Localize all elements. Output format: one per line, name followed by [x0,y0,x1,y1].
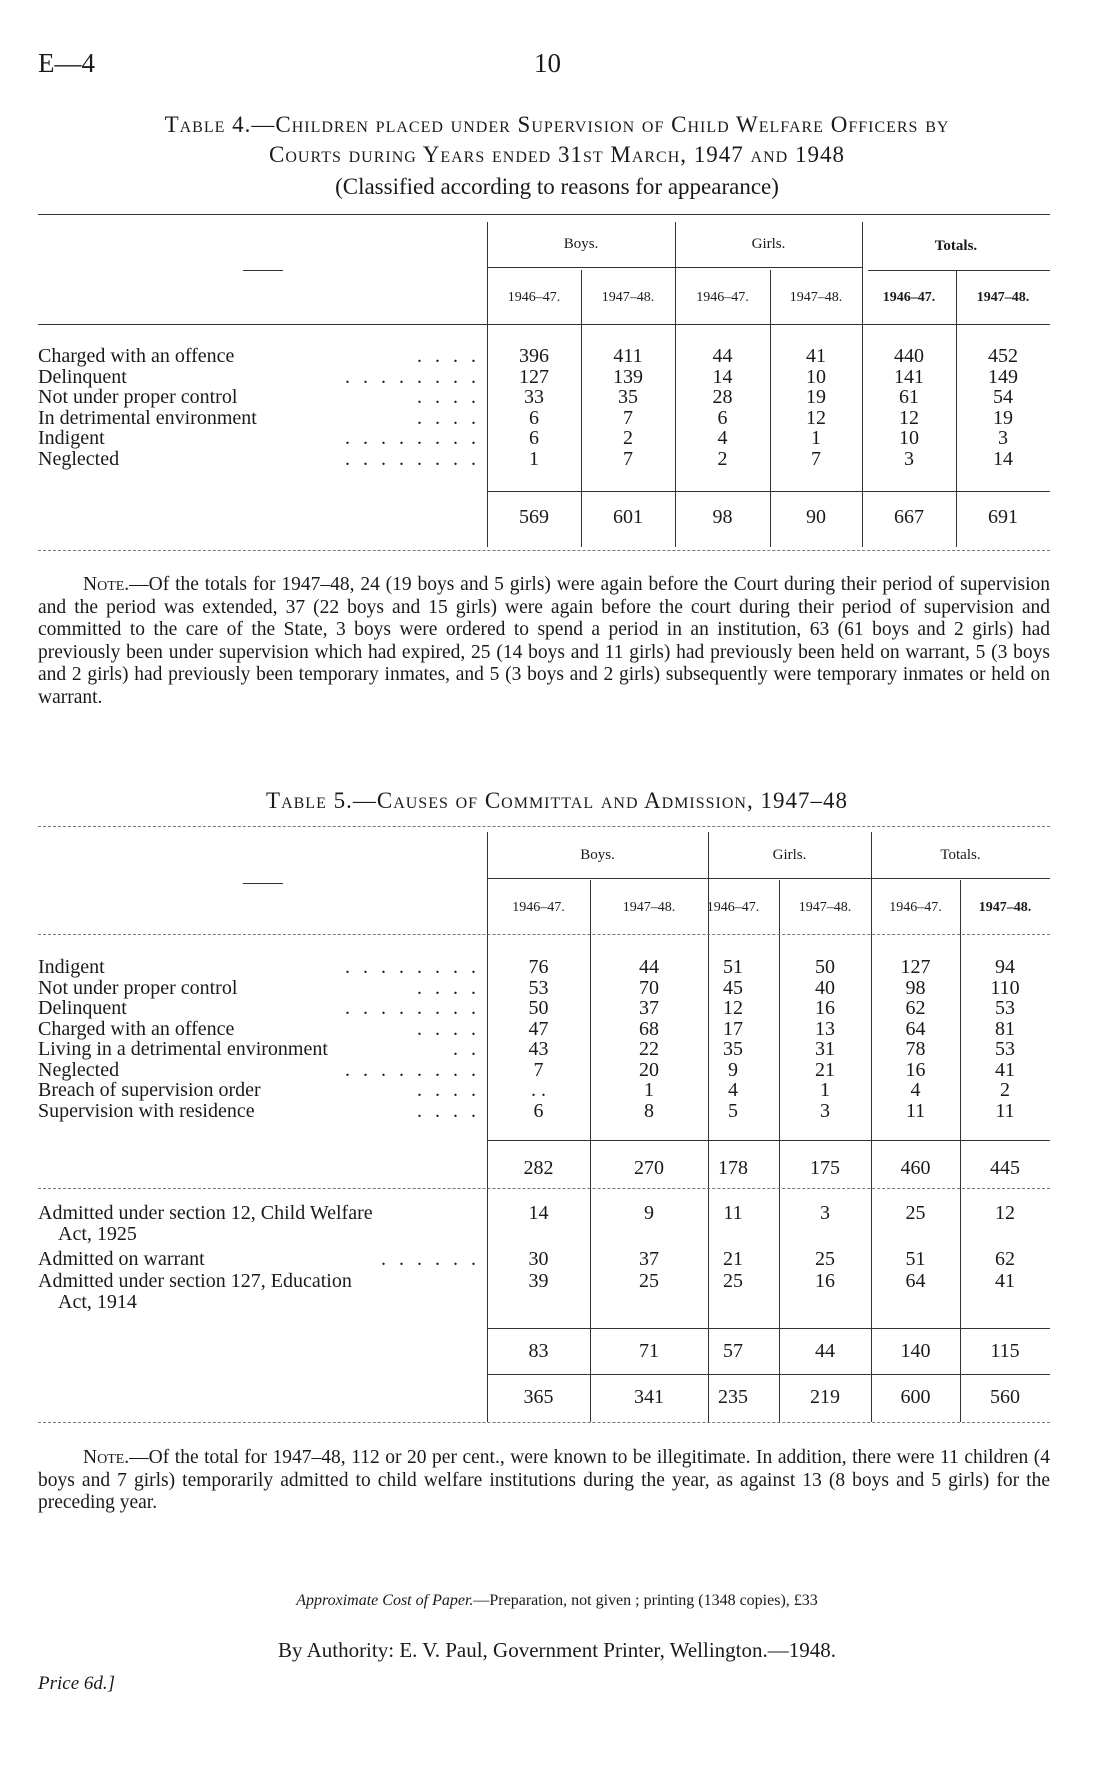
table5-subtotal2-cell: 115 [990,1340,1020,1362]
table4-row-leader: . . . . . . . . [345,427,480,449]
table5-row-cell: 78 [905,1038,926,1060]
table4-row-cell: 7 [623,447,633,470]
table5-admitted-cell: 37 [639,1248,659,1270]
table4-total-cell: 667 [894,506,924,528]
table5-row-leader: . . . . [417,1099,480,1122]
table4-row-label: Indigent [38,427,105,449]
price: Price 6d.] [38,1673,116,1694]
table5-grand-total-cell: 341 [634,1386,664,1408]
table4-row-cell: 33 [524,386,544,408]
printer-authority: By Authority: E. V. Paul, Government Printer, Wellington.—1948. [277,1638,837,1662]
table4-title-line3: (Classified according to reasons for appearance) [335,174,779,199]
table4-row-label: Charged with an offence [38,345,235,367]
table5-row-cell: 7 [533,1058,544,1081]
table5-row-cell: 35 [723,1038,743,1060]
table5-admitted-cell: 64 [905,1270,926,1292]
table5-admitted-cell: 30 [528,1248,549,1270]
table5-admitted-cell: 16 [815,1270,835,1292]
table5-row-cell: . . [531,1079,546,1101]
table4-group-girls: Girls. [751,236,786,252]
table5-note-lead: Note. [83,1447,130,1468]
table4-year-totals-1946: 1946–47. [882,290,936,305]
table4-row-cell: 396 [519,345,549,367]
table4-total-cell: 569 [519,506,549,528]
table4-row-leader: . . . . [417,345,480,367]
table4-year-boys-1947: 1947–48. [601,290,655,305]
cost-label: Approximate Cost of Paper. [296,1592,474,1609]
table5-subtotal2-cell: 140 [900,1340,931,1362]
table4-total-cell: 98 [712,506,733,528]
table4-group-boys: Boys. [563,236,599,252]
table5-row-leader: . . . . [417,1079,480,1101]
table4-row-label: Delinquent [38,365,127,388]
table5-row-cell: 31 [815,1038,835,1060]
table5-bottom-rule [38,1422,1050,1423]
table4-row-cell: 139 [613,365,643,388]
table5-row-cell: 21 [815,1058,835,1081]
table5-top-rule [38,826,1050,827]
table5-year-girls-1946: 1946–47. [706,900,760,915]
table5-year-totals-1946: 1946–47. [889,900,942,915]
table5-row-cell: 45 [723,976,743,999]
table5-admitted-label: Admitted under section 127, Education [38,1270,352,1292]
table5-row-label: Breach of supervision order [38,1079,261,1101]
table5-admitted-cell: 25 [723,1270,743,1292]
table5-admitted-label: Admitted on warrant [38,1248,205,1270]
table5-subtotal2-cell: 44 [815,1340,835,1362]
table5-row-cell: 98 [905,976,926,999]
table5-group-boys: Boys. [580,847,615,863]
table5-admitted-cell: 25 [639,1270,659,1292]
table5-row-label: Indigent [38,956,105,978]
table5-row-cell: 8 [644,1099,654,1122]
table4-row-cell: 12 [806,406,826,429]
table5-row-cell: 22 [639,1038,659,1060]
table5-admitted-cell: 39 [528,1270,549,1292]
table5-admitted-cell: 3 [820,1202,830,1224]
table5-row-cell: 70 [639,976,659,999]
table5-year-boys-1947: 1947–48. [622,900,676,915]
table4-row-cell: 411 [613,345,643,367]
table5-admitted-label-cont: Act, 1914 [58,1291,137,1313]
table5-vline [708,832,709,1422]
table4-row-cell: 54 [993,386,1013,408]
table5-row-leader: . . . . . . . . [345,956,480,978]
page-section-code: E—4 [38,48,95,78]
table5-note [38,1447,1050,1515]
table5-row-cell: 94 [995,956,1015,978]
table4-row-cell: 4 [717,427,728,449]
table4-row-cell: 10 [806,365,826,388]
table4-header-rule [38,324,1050,325]
table4-row-label: In detrimental environment [38,406,257,429]
table4-row-cell: 2 [717,447,728,470]
table5-row-cell: 53 [995,1038,1015,1060]
table4-row-cell: 14 [712,365,733,388]
table4-group-rule [868,270,1050,271]
table4-note-lead: Note. [83,574,130,595]
cost-text: —Preparation, not given ; printing (1348 copies), £33 [473,1592,818,1609]
table5-row-leader: . . [453,1038,480,1060]
table4-row-cell: 2 [623,427,633,449]
table5-row-cell: 64 [905,1017,926,1040]
table4-row-cell: 61 [899,386,919,408]
table5-row-cell: 50 [528,997,549,1019]
table5-year-girls-1947: 1947–48. [798,900,852,915]
table5-subtotal2-cell: 83 [528,1340,549,1362]
table5-subtotal1-rule [487,1140,1050,1141]
table5-row-cell: 16 [815,997,835,1019]
table4-row-cell: 35 [618,386,638,408]
table5-row-cell: 81 [995,1017,1015,1040]
table5-admitted-cell: 41 [995,1270,1015,1292]
table4-row-cell: 6 [529,427,539,449]
table5-row-cell: 110 [990,976,1020,999]
table4-note-text: —Of the totals for 1947–48, 24 (19 boys and 5 girls) were again before the Court during their period of supervision and the period was extended, 37 (22 boys and 15 girls) were again before the court during their period of supervision and committed to the care of the State, 3 boys were ordered to spend a period in an institution, 63 (61 boys and 2 girls) had previously been under supervision which had expired, 25 (14 boys and 11 girls) had previously been held on warrant, 5 (3 boys and 2 girls) had previously been temporary inmates, and 5 (3 boys and 2 girls) subsequently were temporary inmates or held on warrant. [38,574,1050,708]
table5-admitted-cell: 12 [995,1202,1015,1224]
table5-grand-total-cell: 560 [990,1386,1020,1408]
table4-row-cell: 19 [806,386,826,408]
table5-row-cell: 1 [820,1079,830,1101]
table5-row-cell: 41 [995,1058,1015,1081]
table5-grand-total-cell: 365 [523,1386,554,1408]
table5-vline [487,832,488,1422]
table5-grand-total-cell: 600 [900,1386,931,1408]
table5-admitted-cell: 14 [528,1202,549,1224]
table4-stub-dash [243,270,283,271]
table4-row-cell: 28 [712,386,733,408]
table5-grand-rule [487,1374,1050,1375]
table5-subtotal2-cell: 71 [639,1340,659,1362]
table5-admitted-cell: 25 [815,1248,835,1270]
table5-row-cell: 13 [815,1017,835,1040]
table5-row-cell: 62 [905,997,926,1019]
table5-grand-total-cell: 235 [718,1386,748,1408]
table4-row-cell: 19 [993,406,1013,429]
table5-group-totals: Totals. [940,847,981,863]
table4-group-totals: Totals. [934,238,978,254]
table4-group-rule [675,267,862,268]
table5-row-cell: 5 [728,1099,738,1122]
table5-subtotal2-rule [487,1328,1050,1329]
table4-row-cell: 14 [993,447,1013,470]
table4-row-cell: 440 [894,345,924,367]
table5-row-cell: 2 [1000,1079,1010,1101]
table5-row-leader: . . . . . . . . [345,997,480,1019]
table5-row-cell: 50 [815,956,835,978]
table5-row-label: Living in a detrimental environment [38,1038,328,1060]
table4-total-cell: 601 [613,506,643,528]
table5-row-label: Neglected [38,1058,120,1081]
page-number: 10 [534,48,561,78]
table5-subtotal2-cell: 57 [723,1340,743,1362]
table5-row-leader: . . . . . . . . [345,1058,480,1081]
table4-row-cell: 6 [717,406,728,429]
table4-row-cell: 3 [904,447,914,470]
table4-note [38,574,1050,709]
table5-section-rule [38,1188,1050,1189]
table5-row-cell: 1 [644,1079,654,1101]
table4-row-cell: 1 [529,447,539,470]
table4-row-cell: 12 [899,406,919,429]
table4-row-cell: 141 [894,365,924,388]
table5-row-cell: 3 [820,1099,830,1122]
table5-admitted-cell: 9 [644,1202,654,1224]
table5-row-cell: 17 [723,1017,743,1040]
table5-grand-total-cell: 219 [810,1386,840,1408]
table5-row-cell: 4 [728,1079,738,1101]
table5-row-cell: 40 [815,976,835,999]
table4-row-cell: 1 [811,427,821,449]
table5-stub-dash [243,883,283,884]
table5-year-totals-1947: 1947–48. [978,900,1032,915]
table5-row-label: Supervision with residence [38,1099,255,1122]
table4-row-cell: 3 [998,427,1008,449]
table5-row-cell: 6 [533,1099,544,1122]
table5-row-cell: 47 [528,1017,549,1040]
table4-row-cell: 41 [806,345,826,367]
table4-row-cell: 452 [988,345,1018,367]
table5-subtotal1-cell: 175 [810,1157,840,1179]
table5-admitted-cell: 11 [723,1202,743,1224]
table4-row-cell: 7 [623,406,633,429]
table5-title: Table 5.—Causes of Committal and Admission, 1947–48 [266,788,848,813]
table5-row-cell: 127 [900,956,931,978]
table4-row-cell: 149 [988,365,1018,388]
table5-row-cell: 16 [905,1058,926,1081]
table5-year-boys-1946: 1946–47. [512,900,565,915]
table4-row-leader: . . . . [417,406,480,429]
table4-row-cell: 44 [712,345,733,367]
table5-subtotal1-cell: 282 [523,1157,554,1179]
table5-row-cell: 51 [723,956,743,978]
table5-row-cell: 11 [995,1099,1015,1122]
table5-row-label: Not under proper control [38,976,238,999]
table5-row-cell: 53 [528,976,549,999]
table5-group-rule [487,878,1050,879]
table4-row-cell: 7 [811,447,821,470]
table5-admitted-cell: 51 [905,1248,926,1270]
table5-header-rule [38,934,1050,935]
table4-row-leader: . . . . . . . . [345,365,480,388]
table4-year-girls-1947: 1947–48. [789,290,843,305]
table4-top-rule [38,214,1050,215]
table5-row-cell: 43 [528,1038,549,1060]
table5-admitted-cell: 62 [995,1248,1015,1270]
table5-admitted-label-cont: Act, 1925 [58,1223,137,1245]
table4-group-rule [487,267,675,268]
table5-vline [871,832,872,1422]
table4-total-cell: 90 [806,506,826,528]
table4-row-label: Not under proper control [38,386,238,408]
table4-year-girls-1946: 1946–47. [696,290,749,305]
table5-row-leader: . . . . [417,1017,480,1040]
table5-note-text: —Of the total for 1947–48, 112 or 20 per cent., were known to be illegitimate. In addition, there were 11 children (4 boys and 7 girls) temporarily admitted to child welfare institutions during the year, as against 13 (8 boys and 5 girls) for the preceding year. [38,1447,1050,1513]
table5-admitted-leader: . . . . . . [381,1248,480,1270]
table5-subtotal1-cell: 270 [634,1157,664,1179]
table4-year-totals-1947: 1947–48. [976,290,1030,305]
table4-title-line2: Courts during Years ended 31st March, 1947 and 1948 [269,142,845,167]
table5-subtotal1-cell: 178 [718,1157,748,1179]
table5-row-cell: 4 [910,1079,921,1101]
table5-row-cell: 9 [728,1058,738,1081]
table4-row-leader: . . . . . . . . [345,447,480,470]
cost-of-paper [0,1592,1114,1610]
table5-row-cell: 53 [995,997,1015,1019]
table4-total-cell: 691 [988,506,1018,528]
table5-row-label: Delinquent [38,997,127,1019]
table4-bottom-rule [38,550,1050,551]
table4-title-line1: Table 4.—Children placed under Supervision of Child Welfare Officers by [164,112,950,137]
table5-row-cell: 76 [528,956,549,978]
table5-row-label: Charged with an offence [38,1017,235,1040]
table5-admitted-cell: 21 [723,1248,743,1270]
table4-total-rule [487,491,1050,492]
table5-row-cell: 68 [639,1017,659,1040]
table4-row-cell: 6 [529,406,539,429]
table5-row-cell: 37 [639,997,659,1019]
table4-row-cell: 10 [899,427,919,449]
table5-admitted-cell: 25 [905,1202,926,1224]
table4-year-boys-1946: 1946–47. [507,290,561,305]
table5-row-cell: 20 [639,1058,659,1081]
table5-group-girls: Girls. [772,847,807,863]
table5-subtotal1-cell: 460 [900,1157,931,1179]
table5-row-cell: 44 [639,956,659,978]
table5-row-leader: . . . . [417,976,480,999]
table5-row-cell: 12 [723,997,743,1019]
table4-row-leader: . . . . [417,386,480,408]
table5-admitted-label: Admitted under section 12, Child Welfare [38,1202,373,1224]
table5-row-cell: 11 [905,1099,926,1122]
table4-row-cell: 127 [519,365,549,388]
table4-row-label: Neglected [38,447,120,470]
table5-subtotal1-cell: 445 [990,1157,1020,1179]
